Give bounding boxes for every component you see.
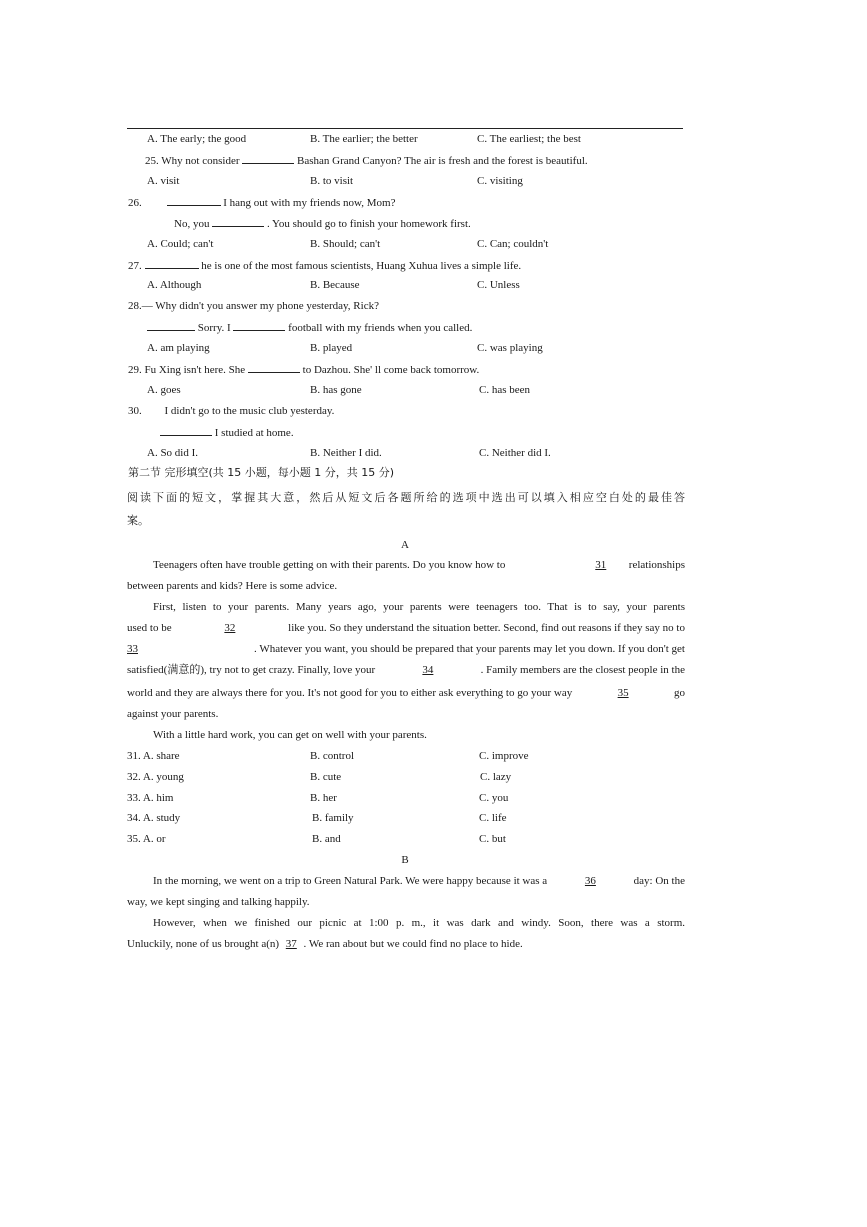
option-a: A. So did I. <box>147 447 199 459</box>
section-instructions-line-1: 阅读下面的短文，掌握其大意，然后从短文后各题所给的选项中选出可以填入相应空白处的最佳答 <box>127 491 685 504</box>
passage-text: go <box>673 687 685 699</box>
option-a: 34. A. study <box>127 812 181 824</box>
question-28-line-2 <box>147 320 472 335</box>
question-26-text: I hang out with my friends now, Mom? <box>223 197 396 209</box>
section-instructions-line-2: 案。 <box>127 514 149 527</box>
option-b: B. has gone <box>310 384 362 396</box>
option-a: 35. A. or <box>127 833 166 845</box>
passage-a-paragraph-1-line-1 <box>153 558 685 572</box>
option-c: C. was playing <box>477 342 543 354</box>
question-30-reply: I studied at home. <box>214 427 294 439</box>
question-29-text-pre: 29. Fu Xing isn't here. She <box>128 364 246 376</box>
passage-text: day: On the <box>633 875 685 887</box>
passage-b-paragraph-1-line-2: way, we kept singing and talking happily. <box>127 896 310 908</box>
option-b: B. family <box>312 812 354 824</box>
passage-a-label: A <box>401 539 409 551</box>
question-30-text: I didn't go to the music club yesterday. <box>164 405 335 417</box>
question-29-text-post: to Dazhou. She' ll come back tomorrow. <box>302 364 480 376</box>
option-b: B. played <box>310 342 353 354</box>
question-26-reply-post: . You should go to finish your homework first. <box>266 218 471 230</box>
passage-text: . We ran about but we could find no place to hide. <box>303 938 523 950</box>
passage-text: . Family members are the closest people in the <box>480 664 685 676</box>
option-a: A. Could; can't <box>147 238 214 250</box>
option-c: C. life <box>479 812 507 824</box>
gap-35: 35 <box>617 687 629 699</box>
option-c: C. Can; couldn't <box>477 238 549 250</box>
question-26-line-1 <box>128 195 395 210</box>
option-a: 32. A. young <box>127 771 184 783</box>
passage-a-paragraph-2-line-5 <box>127 686 685 700</box>
passage-a-paragraph-3: With a little hard work, you can get on well with your parents. <box>153 729 427 741</box>
option-c: C. lazy <box>480 771 512 783</box>
question-25 <box>145 153 588 168</box>
passage-a-paragraph-2-line-1: First, listen to your parents. Many years ago, your parents were teenagers too. That is to say, your parents <box>153 601 685 613</box>
passage-b-paragraph-2-line-2 <box>127 937 523 951</box>
question-26-line-2 <box>174 216 471 231</box>
passage-b-paragraph-2-line-1: However, when we finished our picnic at 1:00 p. m., it was dark and windy. Soon, there was a storm. <box>153 917 685 929</box>
passage-text: satisfied(满意的), try not to get crazy. Finally, love your <box>127 664 376 676</box>
passage-a-paragraph-2-line-2 <box>127 621 685 635</box>
option-b: B. control <box>310 750 354 762</box>
answer-blank <box>145 258 199 269</box>
answer-blank <box>242 153 294 164</box>
option-a: A. visit <box>147 175 180 187</box>
passage-a-paragraph-2-line-3 <box>127 642 685 656</box>
question-30-line-1 <box>128 404 334 418</box>
dash-line <box>147 324 195 331</box>
top-rule <box>127 128 683 129</box>
option-c: C. The earliest; the best <box>477 133 581 145</box>
answer-blank <box>212 216 264 227</box>
option-a: A. goes <box>147 384 181 396</box>
option-c: C. has been <box>479 384 531 396</box>
gap-32: 32 <box>224 622 236 634</box>
option-b: B. Should; can't <box>310 238 381 250</box>
question-25-text-post: Bashan Grand Canyon? The air is fresh and the forest is beautiful. <box>297 155 588 167</box>
passage-text: world and they are always there for you. It's not good for you to either ask everything to go your way <box>127 687 573 699</box>
gap-37: 37 <box>285 938 297 950</box>
option-a: A. The early; the good <box>147 133 247 145</box>
option-c: C. Neither did I. <box>479 447 551 459</box>
option-b: B. cute <box>310 771 342 783</box>
question-number: 26. <box>128 197 142 209</box>
question-26-reply-pre: No, you <box>174 218 210 230</box>
passage-a-paragraph-1-line-2: between parents and kids? Here is some advice. <box>127 580 338 592</box>
question-29 <box>128 362 479 377</box>
gap-number: 31 <box>595 559 607 571</box>
option-c: C. you <box>479 792 509 804</box>
answer-blank <box>233 320 285 331</box>
option-c: C. visiting <box>477 175 523 187</box>
gap-33: 33 <box>127 643 138 655</box>
option-b: B. her <box>310 792 337 804</box>
question-30-line-2 <box>160 425 294 440</box>
question-number: 30. <box>128 405 142 417</box>
question-27-text: he is one of the most famous scientists, Huang Xuhua lives a simple life. <box>201 260 522 272</box>
question-number: 27. <box>128 260 142 272</box>
passage-text: Teenagers often have trouble getting on with their parents. Do you know how to <box>153 559 506 571</box>
gap-34: 34 <box>422 664 434 676</box>
option-c: C. improve <box>479 750 529 762</box>
passage-text: . Whatever you want, you should be prepared that your parents may let you down. If you don't get <box>254 643 685 655</box>
option-b: B. to visit <box>310 175 354 187</box>
passage-text: Unluckily, none of us brought a(n) <box>127 938 280 950</box>
answer-blank <box>160 425 212 436</box>
passage-a-paragraph-2-line-4 <box>127 663 685 677</box>
option-c: C. but <box>479 833 506 845</box>
question-28-line-1: 28.— Why didn't you answer my phone yesterday, Rick? <box>128 300 379 312</box>
option-a: 31. A. share <box>127 750 180 762</box>
option-b: B. Because <box>310 279 360 291</box>
option-c: C. Unless <box>477 279 520 291</box>
answer-blank <box>167 195 221 206</box>
option-a: A. am playing <box>147 342 210 354</box>
answer-blank <box>248 362 300 373</box>
gap-36: 36 <box>584 875 596 887</box>
question-27 <box>128 258 521 273</box>
passage-text: relationships <box>628 559 685 571</box>
gap-31 <box>573 558 685 572</box>
option-b: B. Neither I did. <box>310 447 382 459</box>
option-b: B. The earlier; the better <box>310 133 418 145</box>
passage-b-label: B <box>401 854 409 866</box>
option-a: 33. A. him <box>127 792 174 804</box>
option-b: B. and <box>312 833 341 845</box>
passage-text: like you. So they understand the situation better. Second, find out reasons if they say no to <box>288 622 685 634</box>
passage-b-paragraph-1-line-1 <box>153 874 685 888</box>
question-28-reply-post: football with my friends when you called. <box>288 322 473 334</box>
passage-text: used to be <box>127 622 172 634</box>
option-a: A. Although <box>147 279 202 291</box>
question-25-text-pre: 25. Why not consider <box>145 155 240 167</box>
passage-text: In the morning, we went on a trip to Green Natural Park. We were happy because it was a <box>153 875 548 887</box>
passage-a-paragraph-2-line-6: against your parents. <box>127 708 219 720</box>
section-heading: 第二节 完形填空(共 15 小题，每小题 1 分，共 15 分) <box>128 466 395 479</box>
question-28-reply-pre: Sorry. I <box>197 322 231 334</box>
